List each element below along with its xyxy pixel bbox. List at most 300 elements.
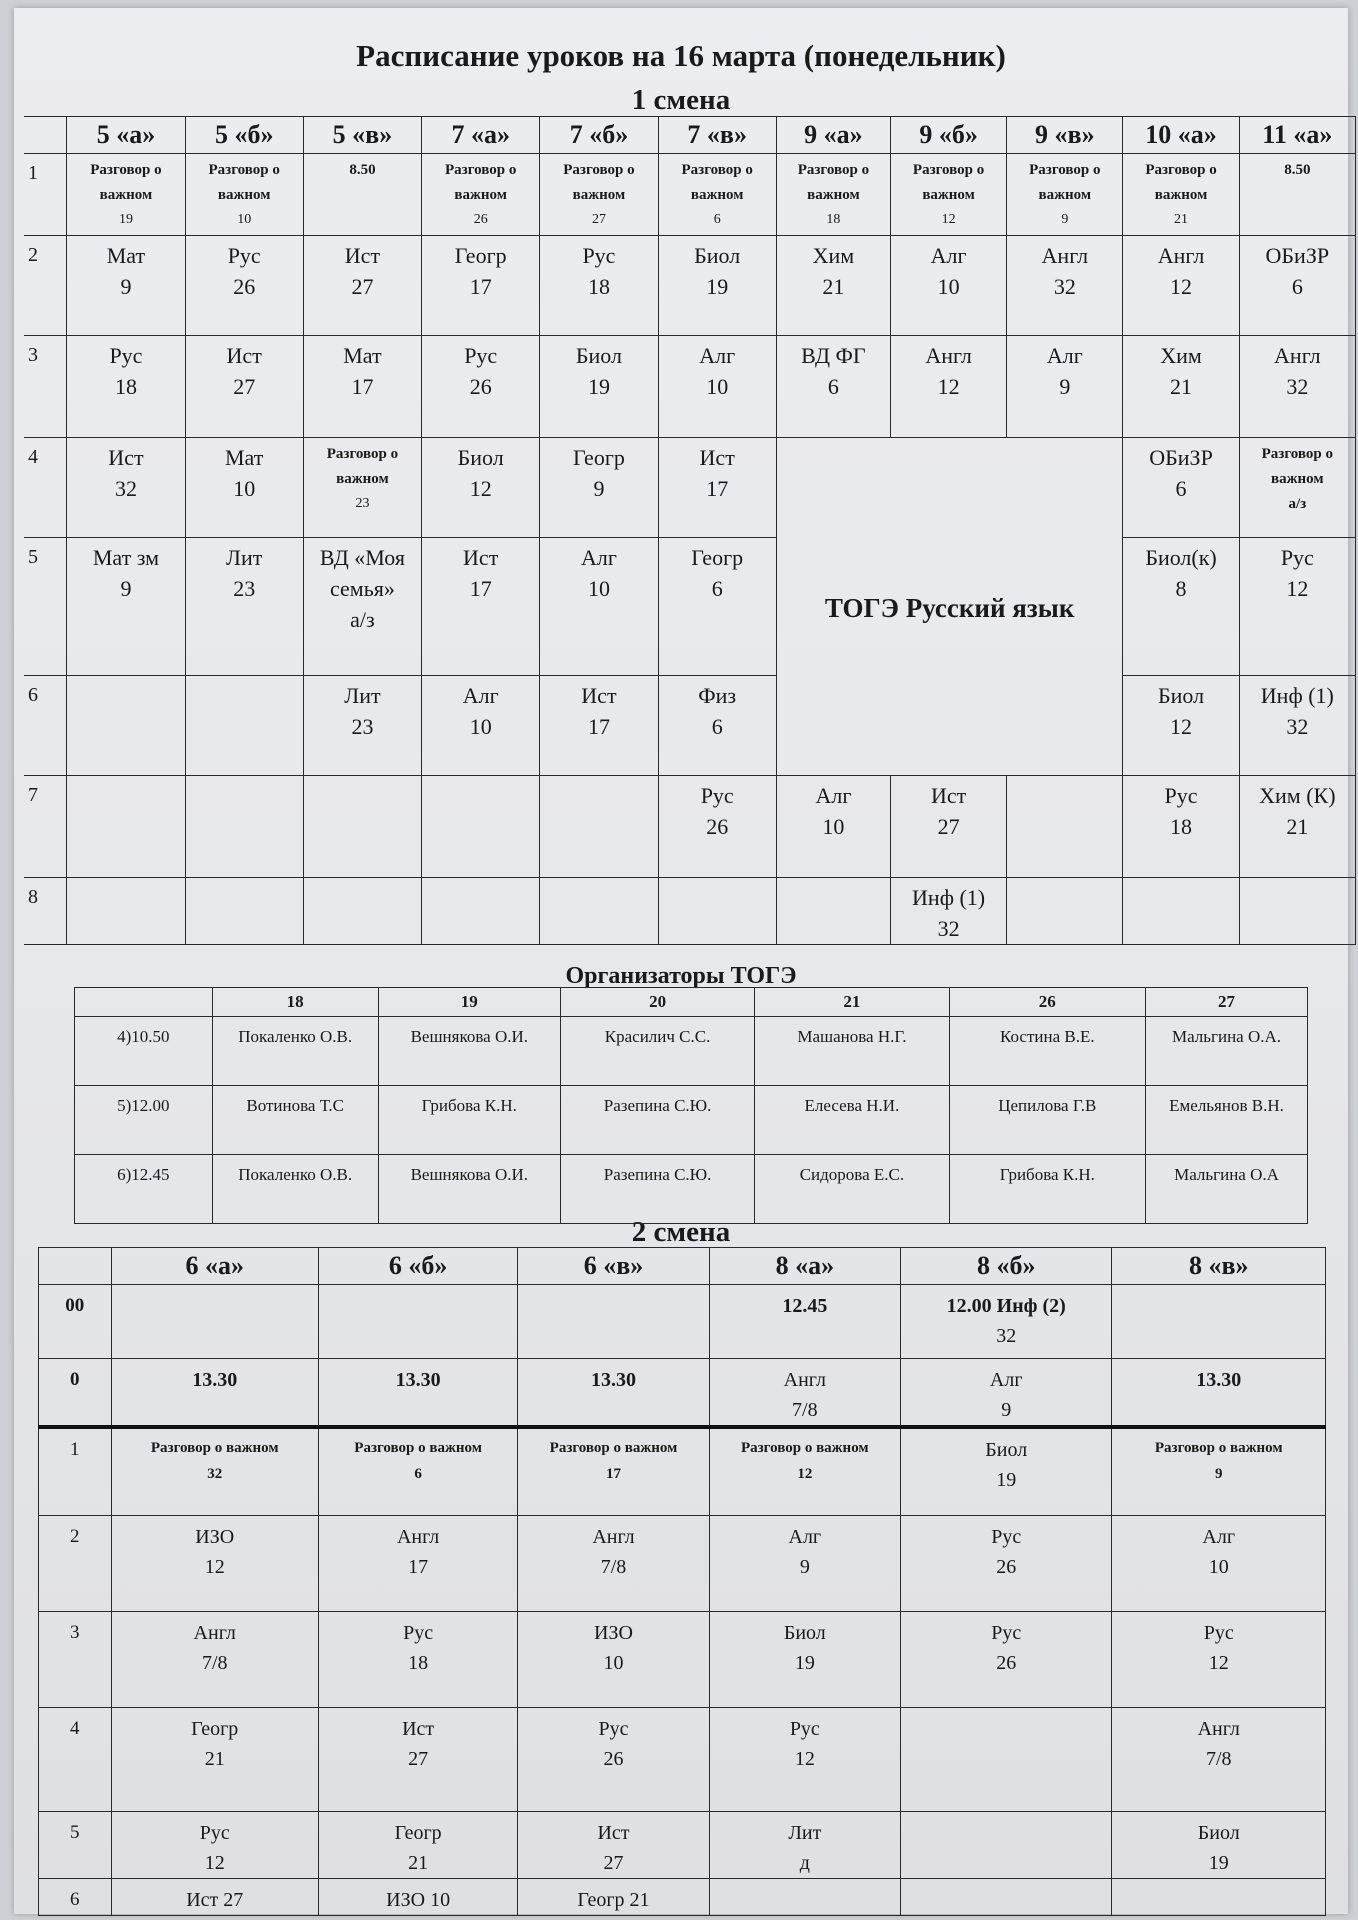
- lesson-subject: Алг: [815, 783, 852, 808]
- schedule-cell: [1007, 154, 1123, 236]
- lesson-room: 18: [408, 1651, 429, 1674]
- schedule-cell: [318, 1707, 517, 1811]
- schedule-cell: [709, 1611, 900, 1707]
- schedule-cell: [67, 776, 185, 878]
- lesson-room: 21: [1174, 212, 1189, 227]
- organizer-name: Грибова К.Н.: [378, 1086, 560, 1155]
- lesson-subject: Англ: [1197, 1717, 1240, 1740]
- lesson-number: 1: [39, 1427, 112, 1515]
- schedule-cell: [67, 676, 185, 776]
- shift1-table: [24, 116, 1356, 945]
- lesson-room: 10: [469, 714, 492, 739]
- lesson-subject: ОБиЗР: [1149, 445, 1213, 470]
- shift2-row: [39, 1515, 1326, 1611]
- schedule-cell: [540, 154, 658, 236]
- lesson-subject: Ист: [463, 545, 499, 570]
- lesson-subject: Англ: [1274, 343, 1321, 368]
- lesson-subject: Рус: [1203, 1621, 1234, 1644]
- shift1-row: [24, 878, 1356, 945]
- schedule-cell: [185, 336, 303, 438]
- schedule-cell: [658, 776, 776, 878]
- lesson-room: 10: [603, 1651, 624, 1674]
- lesson-subject: Разговор о важном: [1261, 446, 1333, 487]
- lesson-subject: Англ: [783, 1369, 826, 1391]
- schedule-cell: [709, 1285, 900, 1359]
- lesson-room: 12: [204, 1555, 225, 1578]
- lesson-subject: Рус: [109, 343, 143, 368]
- organizer-name: Вешнякова О.И.: [378, 1017, 560, 1086]
- lesson-room: 9: [1214, 1466, 1223, 1482]
- lesson-subject: Ист: [597, 1821, 630, 1844]
- lesson-room: 19: [794, 1651, 815, 1674]
- lesson-subject: Ист: [108, 445, 144, 470]
- schedule-cell: [185, 676, 303, 776]
- organizer-name: Вешнякова О.И.: [378, 1155, 560, 1224]
- lesson-room: 26: [473, 212, 488, 227]
- lesson-room: 10: [233, 476, 256, 501]
- schedule-cell: [540, 336, 658, 438]
- lesson-room: 10: [937, 274, 960, 299]
- shift2-row: [39, 1285, 1326, 1359]
- start-time: 8.50: [349, 162, 376, 178]
- lesson-number: 6: [39, 1878, 112, 1915]
- lesson-room: 18: [587, 274, 610, 299]
- organizer-name: Мальгина О.А: [1145, 1155, 1307, 1224]
- lesson-subject: Инф (1): [912, 885, 986, 910]
- schedule-cell: [890, 878, 1006, 945]
- schedule-cell: [303, 154, 421, 236]
- lesson-room: 6: [414, 1466, 422, 1482]
- lesson-room: д: [799, 1851, 810, 1874]
- room-header: 20: [560, 988, 754, 1017]
- lesson-subject: ИЗО 10: [386, 1888, 451, 1911]
- schedule-cell: [540, 538, 658, 676]
- lesson-subject: Разговор о важном: [90, 162, 162, 203]
- organizer-name: Мальгина О.А.: [1145, 1017, 1307, 1086]
- lesson-subject: Хим: [812, 243, 855, 268]
- lesson-room: 12: [1286, 576, 1309, 601]
- organizer-name: Грибова К.Н.: [949, 1155, 1145, 1224]
- exam-time: 6)12.45: [75, 1155, 213, 1224]
- schedule-cell: [67, 336, 185, 438]
- schedule-cell: [658, 878, 776, 945]
- lesson-room: 26: [996, 1555, 1017, 1578]
- organizer-name: Покаленко О.В.: [212, 1017, 378, 1086]
- lesson-subject: Рус: [700, 783, 734, 808]
- lesson-subject: Разговор о важном: [563, 162, 635, 203]
- lesson-number: 8: [24, 878, 67, 945]
- schedule-cell: [318, 1811, 517, 1878]
- start-time: 12.45: [782, 1295, 828, 1317]
- schedule-cell: [709, 1707, 900, 1811]
- lesson-room: 26: [706, 814, 729, 839]
- lesson-room: 27: [408, 1747, 429, 1770]
- lesson-subject: Англ: [396, 1525, 440, 1548]
- organizer-name: Сидорова Е.С.: [755, 1155, 949, 1224]
- page-title: Расписание уроков на 16 марта (понедельник): [356, 38, 1006, 73]
- exam-time: 4)10.50: [75, 1017, 213, 1086]
- schedule-cell: [540, 438, 658, 538]
- organizer-name: Вотинова Т.С: [212, 1086, 378, 1155]
- lesson-room: 7/8: [792, 1399, 818, 1421]
- lesson-subject: Геогр: [191, 1717, 239, 1740]
- lesson-subject: ИЗО: [594, 1621, 633, 1644]
- lesson-subject: Алг: [699, 343, 736, 368]
- class-header: 8 «в»: [1112, 1248, 1326, 1285]
- room-header: 19: [378, 988, 560, 1017]
- room-header: 21: [755, 988, 949, 1017]
- lesson-subject: Англ: [1041, 243, 1089, 268]
- lesson-subject: Разговор о важном: [912, 162, 985, 203]
- lesson-room: 19: [1208, 1851, 1229, 1874]
- schedule-cell: [1123, 676, 1239, 776]
- lesson-subject: ВД ФГ: [801, 343, 866, 368]
- lesson-room: 9: [593, 476, 605, 501]
- class-header: 5 «б»: [185, 117, 303, 154]
- lesson-subject: Физ: [698, 683, 737, 708]
- lesson-number: 3: [39, 1611, 112, 1707]
- schedule-cell: [111, 1811, 318, 1878]
- schedule-cell: [185, 878, 303, 945]
- lesson-room: 27: [603, 1851, 624, 1874]
- lesson-room: 23: [233, 576, 256, 601]
- lesson-subject: Разговор о важном: [681, 162, 753, 203]
- class-header: 7 «в»: [658, 117, 776, 154]
- schedule-cell: [518, 1811, 709, 1878]
- lesson-subject: Разговор о важном: [1145, 162, 1217, 203]
- shift2-row: [39, 1427, 1326, 1515]
- schedule-cell: [318, 1611, 517, 1707]
- lesson-room: 10: [1208, 1555, 1229, 1578]
- lesson-subject: Алг: [1202, 1525, 1236, 1548]
- schedule-cell: [67, 236, 185, 336]
- lesson-number: 6: [24, 676, 67, 776]
- class-header: 6 «в»: [518, 1248, 709, 1285]
- lesson-subject: Ист: [930, 783, 967, 808]
- lesson-number: 4: [39, 1707, 112, 1811]
- lesson-subject: Ист: [699, 445, 735, 470]
- lesson-room: 26: [996, 1651, 1017, 1674]
- lesson-room: 27: [233, 374, 256, 399]
- lesson-room: 6: [1175, 476, 1187, 501]
- lesson-room: 17: [469, 576, 492, 601]
- shift2-row: [39, 1611, 1326, 1707]
- lesson-number: 5: [24, 538, 67, 676]
- lesson-room: 26: [603, 1747, 624, 1770]
- schedule-cell: [890, 236, 1006, 336]
- lesson-room: 18: [1170, 814, 1193, 839]
- start-time: 13.30: [395, 1369, 441, 1391]
- schedule-cell: [1123, 438, 1239, 538]
- schedule-cell: [518, 1427, 709, 1515]
- schedule-cell: [1112, 1811, 1326, 1878]
- schedule-cell: [658, 676, 776, 776]
- lesson-subject: Разговор о важном: [208, 162, 280, 203]
- lesson-subject: Рус: [991, 1621, 1022, 1644]
- lesson-subject: Разговор о важном: [740, 1440, 869, 1456]
- schedule-cell: [709, 1878, 900, 1915]
- schedule-cell: [540, 776, 658, 878]
- schedule-cell: [303, 776, 421, 878]
- schedule-cell: [303, 676, 421, 776]
- schedule-cell: [518, 1878, 709, 1915]
- lesson-room: а/з: [1288, 496, 1307, 512]
- lesson-subject: Биол: [457, 445, 504, 470]
- schedule-cell: [1112, 1427, 1326, 1515]
- lesson-subject: Ист: [581, 683, 617, 708]
- lesson-room: 32: [1286, 374, 1309, 399]
- shift1-header-row: [24, 117, 1356, 154]
- lesson-room: а/з: [350, 607, 375, 632]
- lesson-subject: Англ: [193, 1621, 236, 1644]
- schedule-cell: [518, 1515, 709, 1611]
- schedule-cell: [709, 1359, 900, 1428]
- lesson-room: 10: [822, 814, 845, 839]
- lesson-room: 9: [1059, 374, 1071, 399]
- lesson-subject: Рус: [464, 343, 498, 368]
- schedule-cell: [900, 1707, 1111, 1811]
- lesson-room: 32: [1286, 714, 1309, 739]
- schedule-cell: [185, 154, 303, 236]
- lesson-room: 12: [1208, 1651, 1229, 1674]
- schedule-cell: [658, 236, 776, 336]
- lesson-subject: Геогр 21: [577, 1888, 650, 1911]
- lesson-subject: Алг: [1046, 343, 1083, 368]
- lesson-subject: Рус: [227, 243, 261, 268]
- schedule-cell: [658, 336, 776, 438]
- lesson-subject: Биол: [1157, 683, 1205, 708]
- lesson-room: 17: [706, 476, 729, 501]
- schedule-cell: [318, 1285, 517, 1359]
- schedule-cell: [1123, 538, 1239, 676]
- lesson-room: 9: [1061, 212, 1069, 227]
- lesson-subject: Геогр: [691, 545, 744, 570]
- schedule-cell: [1123, 154, 1239, 236]
- organizer-name: Машанова Н.Г.: [755, 1017, 949, 1086]
- schedule-cell: [318, 1427, 517, 1515]
- lesson-subject: ОБиЗР: [1265, 243, 1330, 268]
- schedule-cell: [422, 878, 540, 945]
- lesson-room: 19: [706, 274, 729, 299]
- schedule-cell: [318, 1359, 517, 1428]
- schedule-cell: [185, 236, 303, 336]
- schedule-cell: [540, 878, 658, 945]
- lesson-subject: Ист 27: [186, 1888, 244, 1911]
- lesson-room: 17: [587, 714, 610, 739]
- lesson-room: 17: [408, 1555, 429, 1578]
- start-time: 13.30: [590, 1369, 636, 1391]
- shift2-row: [39, 1811, 1326, 1878]
- organizer-name: Цепилова Г.В: [949, 1086, 1145, 1155]
- lesson-subject: Рус: [991, 1525, 1022, 1548]
- schedule-cell: [776, 878, 890, 945]
- schedule-cell: [422, 236, 540, 336]
- room-header: 27: [1145, 988, 1307, 1017]
- start-time: 13.30: [192, 1369, 238, 1391]
- lesson-subject: Рус: [598, 1717, 629, 1740]
- lesson-subject: Геогр: [394, 1821, 442, 1844]
- lesson-room: 6: [713, 212, 721, 227]
- room-header: 26: [949, 988, 1145, 1017]
- lesson-room: 32: [937, 916, 960, 941]
- schedule-cell: [709, 1515, 900, 1611]
- lesson-room: 12: [1170, 714, 1193, 739]
- lesson-room: 21: [1286, 814, 1309, 839]
- organizers-heading: Организаторы ТОГЭ: [565, 963, 797, 989]
- schedule-cell: [518, 1285, 709, 1359]
- lesson-subject: Алг: [788, 1525, 822, 1548]
- lesson-subject: ВД «Моя семья»: [319, 545, 405, 601]
- lesson-number: 7: [24, 776, 67, 878]
- room-header: 18: [212, 988, 378, 1017]
- schedule-cell: [890, 154, 1006, 236]
- lesson-subject: Ист: [402, 1717, 435, 1740]
- schedule-cell: [67, 538, 185, 676]
- lesson-subject: Биол: [694, 243, 741, 268]
- lesson-subject: Разговор о важном: [150, 1440, 279, 1456]
- lesson-subject: Алг: [989, 1369, 1023, 1391]
- schedule-cell: [111, 1427, 318, 1515]
- schedule-cell: [1239, 776, 1355, 878]
- schedule-cell: [318, 1515, 517, 1611]
- lesson-room: 6: [711, 576, 723, 601]
- schedule-cell: [318, 1878, 517, 1915]
- lesson-subject: Биол: [575, 343, 622, 368]
- lesson-number: 4: [24, 438, 67, 538]
- lesson-room: 17: [469, 274, 492, 299]
- schedule-cell: [422, 336, 540, 438]
- lesson-room: 12: [941, 212, 956, 227]
- lesson-subject: Разговор о важном: [1154, 1440, 1283, 1456]
- lesson-subject: Биол: [783, 1621, 826, 1644]
- lesson-subject: Алг: [462, 683, 499, 708]
- schedule-cell: [1112, 1707, 1326, 1811]
- class-header: 10 «а»: [1123, 117, 1239, 154]
- schedule-cell: [658, 154, 776, 236]
- lesson-subject: Разговор о важном: [549, 1440, 678, 1456]
- schedule-cell: [67, 878, 185, 945]
- start-time: 13.30: [1196, 1369, 1242, 1391]
- organizer-name: Разепина С.Ю.: [560, 1086, 754, 1155]
- lesson-subject: Рус: [199, 1821, 230, 1844]
- schedule-cell: [900, 1359, 1111, 1428]
- schedule-cell: [303, 336, 421, 438]
- lesson-room: 6: [827, 374, 839, 399]
- schedule-cell: [518, 1707, 709, 1811]
- lesson-room: 9: [799, 1555, 810, 1578]
- schedule-cell: [900, 1285, 1111, 1359]
- lesson-room: 19: [118, 212, 133, 227]
- shift1-row: [24, 776, 1356, 878]
- schedule-cell: [776, 154, 890, 236]
- lesson-subject: Биол: [985, 1439, 1028, 1461]
- lesson-room: 17: [605, 1466, 621, 1482]
- exam-time: 5)12.00: [75, 1086, 213, 1155]
- lesson-room: 26: [233, 274, 256, 299]
- schedule-cell: [890, 776, 1006, 878]
- lesson-room: 12: [204, 1851, 225, 1874]
- lesson-room: 7/8: [600, 1555, 627, 1578]
- schedule-cell: [1123, 776, 1239, 878]
- class-header: 5 «а»: [67, 117, 185, 154]
- lesson-room: 12: [937, 374, 960, 399]
- lesson-subject: Алг: [580, 545, 617, 570]
- lesson-room: 12: [797, 1466, 813, 1482]
- schedule-cell: [900, 1878, 1111, 1915]
- schedule-cell: [709, 1427, 900, 1515]
- lesson-number: 2: [24, 236, 67, 336]
- lesson-room: 21: [408, 1851, 429, 1874]
- lesson-subject: Биол(к): [1145, 545, 1217, 570]
- class-header: 7 «а»: [422, 117, 540, 154]
- schedule-cell: [1112, 1285, 1326, 1359]
- lesson-subject: Рус: [789, 1717, 820, 1740]
- schedule-cell: [776, 336, 890, 438]
- lesson-subject: Лит: [226, 545, 263, 570]
- lesson-subject: Рус: [403, 1621, 434, 1644]
- schedule-cell: [303, 438, 421, 538]
- schedule-cell: [900, 1611, 1111, 1707]
- schedule-cell: [111, 1707, 318, 1811]
- lesson-room: 9: [1001, 1399, 1012, 1421]
- lesson-subject: Мат: [343, 343, 382, 368]
- lesson-room: 23: [351, 714, 374, 739]
- schedule-cell: [1239, 236, 1355, 336]
- lesson-room: 26: [469, 374, 492, 399]
- class-header: 9 «б»: [890, 117, 1006, 154]
- shift2-row: [39, 1707, 1326, 1811]
- schedule-cell: [709, 1811, 900, 1878]
- schedule-cell: [422, 154, 540, 236]
- shift2-heading: 2 смена: [631, 1216, 731, 1248]
- schedule-cell: [540, 236, 658, 336]
- lesson-subject: Рус: [582, 243, 616, 268]
- lesson-room: 32: [207, 1466, 223, 1482]
- schedule-cell: [1239, 438, 1355, 538]
- lesson-room: 21: [1170, 374, 1193, 399]
- lesson-room: 9: [120, 576, 132, 601]
- schedule-cell: [422, 676, 540, 776]
- schedule-cell: [303, 538, 421, 676]
- schedule-cell: [776, 776, 890, 878]
- schedule-cell: [518, 1611, 709, 1707]
- start-time: 8.50: [1284, 162, 1311, 178]
- schedule-cell: [1112, 1515, 1326, 1611]
- lesson-number: 1: [24, 154, 67, 236]
- lesson-subject: Хим: [1160, 343, 1202, 368]
- schedule-cell: [1123, 878, 1239, 945]
- organizers-row: [75, 1086, 1308, 1155]
- shift1-row: [24, 236, 1356, 336]
- schedule-cell: [67, 154, 185, 236]
- lesson-room: 18: [114, 374, 137, 399]
- lesson-number: 5: [39, 1811, 112, 1878]
- organizer-name: Емельянов В.Н.: [1145, 1086, 1307, 1155]
- schedule-cell: [111, 1611, 318, 1707]
- schedule-cell: [303, 878, 421, 945]
- class-header: 8 «а»: [709, 1248, 900, 1285]
- schedule-cell: [1007, 236, 1123, 336]
- lesson-subject: Лит: [788, 1821, 822, 1844]
- lesson-number-header: [39, 1248, 112, 1285]
- lesson-room: 17: [351, 374, 374, 399]
- lesson-room: 9: [120, 274, 132, 299]
- schedule-cell: [1112, 1878, 1326, 1915]
- lesson-number: 00: [39, 1285, 112, 1359]
- shift1-row: [24, 438, 1356, 538]
- lesson-subject: Англ: [592, 1525, 635, 1548]
- organizer-name: Покаленко О.В.: [212, 1155, 378, 1224]
